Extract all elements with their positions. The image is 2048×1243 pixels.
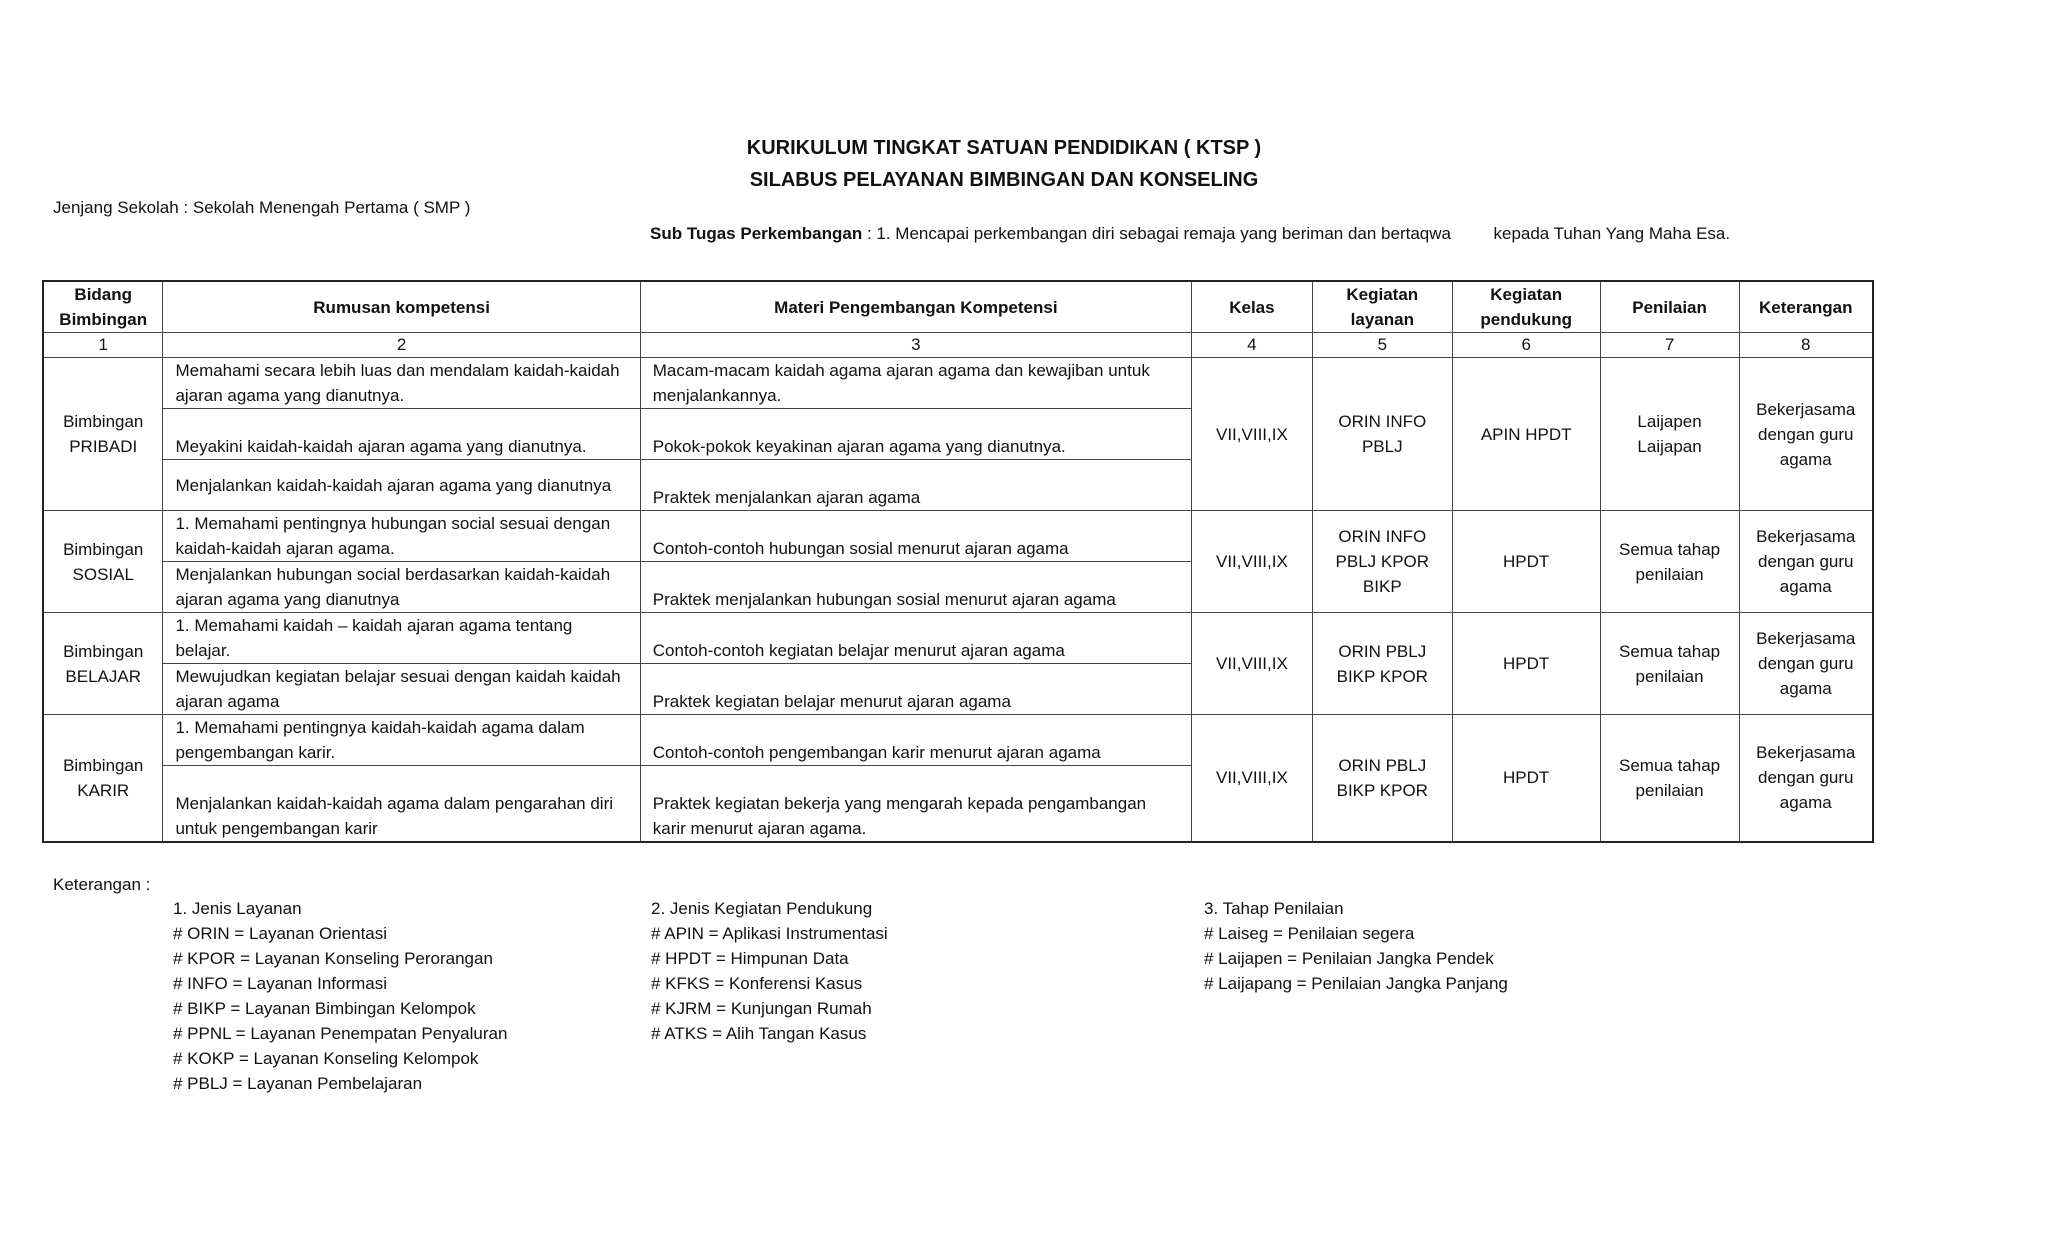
materi-cell: Praktek kegiatan bekerja yang mengarah kepada pengambangan karir menurut ajaran agama. (640, 766, 1191, 842)
rumusan-cell: 1. Memahami pentingnya hubungan social sesuai dengan kaidah-kaidah ajaran agama. (163, 511, 640, 562)
pendukung-cell: HPDT (1452, 715, 1600, 842)
rumusan-cell: Menjalankan kaidah-kaidah agama dalam pengarahan diri untuk pengembangan karir (163, 766, 640, 842)
layanan-cell: ORIN PBLJ BIKP KPOR (1312, 715, 1452, 842)
penilaian-cell: Semua tahap penilaian (1600, 715, 1739, 842)
col-header-rumusan: Rumusan kompetensi (163, 281, 640, 333)
legend-item: # PPNL = Layanan Penempatan Penyaluran (173, 1024, 508, 1043)
sub-task-text: : 1. Mencapai perkembangan diri sebagai remaja yang beriman dan bertaqwa kepada Tuhan Yang Maha Esa. (862, 224, 1731, 243)
bidang-cell: Bimbingan PRIBADI (43, 358, 163, 511)
rumusan-cell: 1. Memahami pentingnya kaidah-kaidah agama dalam pengembangan karir. (163, 715, 640, 766)
bidang-cell: Bimbingan BELAJAR (43, 613, 163, 715)
col-number: 3 (640, 333, 1191, 358)
col-header-layanan: Kegiatan layanan (1312, 281, 1452, 333)
rumusan-cell: Menjalankan hubungan social berdasarkan kaidah-kaidah ajaran agama yang dianutnya (163, 562, 640, 613)
column-number-row (43, 333, 1873, 358)
col-number: 7 (1600, 333, 1739, 358)
col-header-materi: Materi Pengembangan Kompetensi (640, 281, 1191, 333)
col-header-penilaian: Penilaian (1600, 281, 1739, 333)
col-number: 8 (1739, 333, 1873, 358)
penilaian-cell: Semua tahap penilaian (1600, 511, 1739, 613)
kelas-cell: VII,VIII,IX (1191, 511, 1312, 613)
legend-item: # ORIN = Layanan Orientasi (173, 924, 388, 943)
pendukung-cell: HPDT (1452, 613, 1600, 715)
legend-item: # KPOR = Layanan Konseling Perorangan (173, 949, 493, 968)
keterangan-cell: Bekerjasama dengan guru agama (1739, 358, 1873, 511)
col-number: 4 (1191, 333, 1312, 358)
bidang-cell: Bimbingan SOSIAL (43, 511, 163, 613)
legend-item: # KJRM = Kunjungan Rumah (651, 999, 872, 1018)
legend-item: 2. Jenis Kegiatan Pendukung (651, 899, 873, 918)
materi-cell: Praktek kegiatan belajar menurut ajaran agama (640, 664, 1191, 715)
materi-cell: Praktek menjalankan hubungan sosial menurut ajaran agama (640, 562, 1191, 613)
materi-cell: Contoh-contoh hubungan sosial menurut ajaran agama (640, 511, 1191, 562)
legend-item: # PBLJ = Layanan Pembelajaran (173, 1074, 423, 1093)
table-row (43, 511, 1873, 562)
materi-cell: Macam-macam kaidah agama ajaran agama dan kewajiban untuk menjalankannya. (640, 358, 1191, 409)
col-number: 5 (1312, 333, 1452, 358)
school-level: Jenjang Sekolah : Sekolah Menengah Pertama ( SMP ) (53, 198, 471, 217)
kelas-cell: VII,VIII,IX (1191, 613, 1312, 715)
sub-task-line (650, 224, 1730, 244)
table-row (43, 613, 1873, 664)
kelas-cell: VII,VIII,IX (1191, 358, 1312, 511)
col-header-pendukung: Kegiatan pendukung (1452, 281, 1600, 333)
layanan-cell: ORIN INFO PBLJ KPOR BIKP (1312, 511, 1452, 613)
legend-item: # HPDT = Himpunan Data (651, 949, 849, 968)
legend-item: # INFO = Layanan Informasi (173, 974, 388, 993)
keterangan-cell: Bekerjasama dengan guru agama (1739, 613, 1873, 715)
legend-item: # BIKP = Layanan Bimbingan Kelompok (173, 999, 476, 1018)
table-row (43, 358, 1873, 409)
col-number: 6 (1452, 333, 1600, 358)
syllabus-table (42, 280, 1874, 843)
materi-cell: Praktek menjalankan ajaran agama (640, 460, 1191, 511)
legend-item: 1. Jenis Layanan (173, 899, 302, 918)
penilaian-cell: Laijapen Laijapan (1600, 358, 1739, 511)
legend-item: # Laijapen = Penilaian Jangka Pendek (1204, 949, 1494, 968)
sub-task-label: Sub Tugas Perkembangan (650, 224, 863, 243)
table-row (43, 715, 1873, 766)
document-subtitle: SILABUS PELAYANAN BIMBINGAN DAN KONSELING (749, 169, 1259, 191)
materi-cell: Contoh-contoh kegiatan belajar menurut ajaran agama (640, 613, 1191, 664)
legend-item: # APIN = Aplikasi Instrumentasi (651, 924, 888, 943)
legend-item: 3. Tahap Penilaian (1204, 899, 1344, 918)
col-number: 2 (163, 333, 640, 358)
bidang-cell: Bimbingan KARIR (43, 715, 163, 842)
keterangan-cell: Bekerjasama dengan guru agama (1739, 511, 1873, 613)
col-number: 1 (43, 333, 163, 358)
col-header-kelas: Kelas (1191, 281, 1312, 333)
legend-item: # KFKS = Konferensi Kasus (651, 974, 863, 993)
pendukung-cell: APIN HPDT (1452, 358, 1600, 511)
rumusan-cell: Mewujudkan kegiatan belajar sesuai dengan kaidah kaidah ajaran agama (163, 664, 640, 715)
layanan-cell: ORIN PBLJ BIKP KPOR (1312, 613, 1452, 715)
materi-cell: Contoh-contoh pengembangan karir menurut ajaran agama (640, 715, 1191, 766)
materi-cell: Pokok-pokok keyakinan ajaran agama yang dianutnya. (640, 409, 1191, 460)
rumusan-cell: Menjalankan kaidah-kaidah ajaran agama yang dianutnya (163, 460, 640, 511)
legend-item: # ATKS = Alih Tangan Kasus (651, 1024, 867, 1043)
rumusan-cell: Meyakini kaidah-kaidah ajaran agama yang dianutnya. (163, 409, 640, 460)
rumusan-cell: 1. Memahami kaidah – kaidah ajaran agama tentang belajar. (163, 613, 640, 664)
kelas-cell: VII,VIII,IX (1191, 715, 1312, 842)
col-header-keterangan: Keterangan (1739, 281, 1873, 333)
legend-item: # Laijapang = Penilaian Jangka Panjang (1204, 974, 1508, 993)
pendukung-cell: HPDT (1452, 511, 1600, 613)
legend-item: # KOKP = Layanan Konseling Kelompok (173, 1049, 479, 1068)
legend-item: # Laiseg = Penilaian segera (1204, 924, 1415, 943)
legend-kegiatan-pendukung (651, 896, 888, 1046)
legend-tahap-penilaian (1204, 896, 1508, 996)
legend-label-text: Keterangan : (53, 875, 151, 894)
col-header-bidang: Bidang Bimbingan (43, 281, 163, 333)
document-title: KURIKULUM TINGKAT SATUAN PENDIDIKAN ( KTSP ) (746, 137, 1262, 159)
header-row (43, 281, 1873, 333)
penilaian-cell: Semua tahap penilaian (1600, 613, 1739, 715)
legend-jenis-layanan (173, 896, 507, 1096)
layanan-cell: ORIN INFO PBLJ (1312, 358, 1452, 511)
keterangan-cell: Bekerjasama dengan guru agama (1739, 715, 1873, 842)
rumusan-cell: Memahami secara lebih luas dan mendalam kaidah-kaidah ajaran agama yang dianutnya. (163, 358, 640, 409)
